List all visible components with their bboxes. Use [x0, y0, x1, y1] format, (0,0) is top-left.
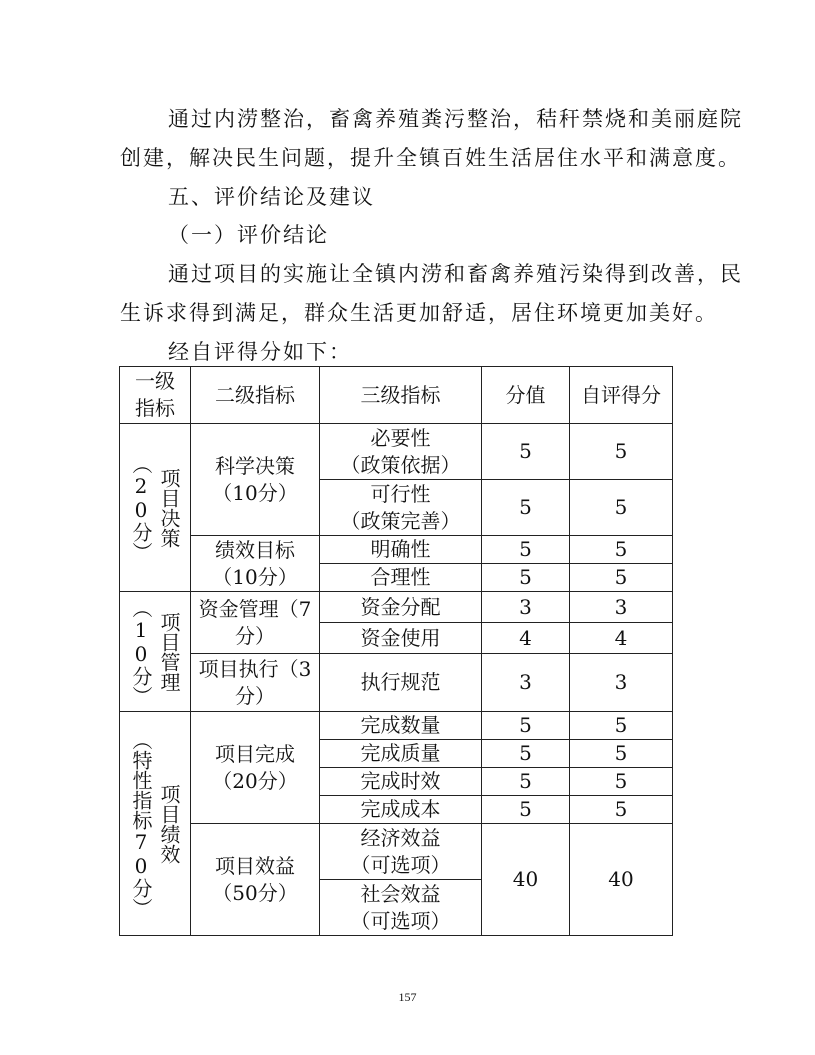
score-cell: 3: [482, 592, 570, 623]
self-score-cell: 5: [570, 740, 673, 768]
table-row: [120, 592, 673, 623]
level2-indicator: 项目效益 （50分）: [191, 824, 320, 936]
level3-indicator: 合理性: [320, 564, 482, 592]
self-evaluation-table: [119, 366, 673, 936]
level1-points: （10分）: [129, 597, 153, 706]
table-row: [120, 424, 673, 480]
score-cell: 5: [482, 480, 570, 536]
score-cell: 5: [482, 740, 570, 768]
level2-indicator: 项目完成 （20分）: [191, 712, 320, 824]
table-row: [120, 712, 673, 740]
level1-points: （20分）: [129, 453, 153, 562]
header-level2: 二级指标: [191, 367, 320, 424]
table-body: [120, 367, 673, 936]
level1-name: 项目绩效: [157, 783, 181, 864]
score-cell: 5: [482, 564, 570, 592]
level1-points: （特性指标70分）: [129, 729, 153, 918]
table-row: [120, 654, 673, 712]
self-score-cell: 4: [570, 623, 673, 654]
paragraph-line: 创建，解决民生问题，提升全镇百姓生活居住水平和满意度。: [120, 146, 741, 170]
score-cell: 40: [482, 824, 570, 936]
level1-indicator: [120, 730, 190, 918]
level3-indicator: 执行规范: [320, 654, 482, 712]
table-row: [120, 536, 673, 564]
score-cell: 3: [482, 654, 570, 712]
self-score-cell: 5: [570, 564, 673, 592]
level1-name: 项目决策: [157, 467, 181, 548]
section-heading: 五、评价结论及建议: [168, 185, 375, 209]
level3-indicator: 资金使用: [320, 623, 482, 654]
level3-indicator: 完成成本: [320, 796, 482, 824]
subsection-heading: （一）评价结论: [168, 223, 329, 247]
paragraph-line: 生诉求得到满足，群众生活更加舒适，居住环境更加美好。: [120, 301, 718, 325]
self-score-cell: 5: [570, 712, 673, 740]
paragraph-line: 通过项目的实施让全镇内涝和畜禽养殖污染得到改善，民: [168, 262, 743, 286]
self-score-cell: 3: [570, 592, 673, 623]
score-cell: 5: [482, 536, 570, 564]
self-score-cell: 5: [570, 768, 673, 796]
table-intro: 经自评得分如下：: [168, 340, 352, 364]
paragraph-line: 通过内涝整治，畜禽养殖粪污整治，秸秆禁烧和美丽庭院: [168, 107, 743, 131]
level3-indicator: 完成数量: [320, 712, 482, 740]
level1-indicator-cell: [120, 424, 191, 592]
score-cell: 5: [482, 796, 570, 824]
level3-indicator: 明确性: [320, 536, 482, 564]
level2-indicator: 项目执行（3 分）: [191, 654, 320, 712]
level1-indicator-cell: [120, 712, 191, 936]
level1-indicator-cell: [120, 592, 191, 712]
self-score-cell: 5: [570, 796, 673, 824]
level3-indicator: 经济效益 （可选项）: [320, 824, 482, 880]
level2-indicator: 资金管理（7 分）: [191, 592, 320, 654]
level1-name: 项目管理: [157, 611, 181, 692]
level1-indicator: [120, 598, 190, 706]
header-level1: 一级 指标: [120, 367, 191, 424]
score-cell: 5: [482, 712, 570, 740]
score-cell: 5: [482, 768, 570, 796]
level3-indicator: 社会效益 （可选项）: [320, 880, 482, 936]
level3-indicator: 资金分配: [320, 592, 482, 623]
self-score-cell: 5: [570, 424, 673, 480]
page-number: 157: [398, 990, 417, 1004]
level2-indicator: 绩效目标 （10分）: [191, 536, 320, 592]
header-self-score: 自评得分: [570, 367, 673, 424]
level3-indicator: 可行性 （政策完善）: [320, 480, 482, 536]
level3-indicator: 完成时效: [320, 768, 482, 796]
self-score-cell: 5: [570, 536, 673, 564]
level3-indicator: 必要性 （政策依据）: [320, 424, 482, 480]
table-row: [120, 824, 673, 880]
level2-indicator: 科学决策 （10分）: [191, 424, 320, 536]
self-score-cell: 5: [570, 480, 673, 536]
score-cell: 5: [482, 424, 570, 480]
level3-indicator: 完成质量: [320, 740, 482, 768]
header-level3: 三级指标: [320, 367, 482, 424]
self-score-cell: 40: [570, 824, 673, 936]
header-score: 分值: [482, 367, 570, 424]
level1-indicator: [120, 454, 190, 562]
self-score-cell: 3: [570, 654, 673, 712]
score-cell: 4: [482, 623, 570, 654]
table-header-row: [120, 367, 673, 424]
